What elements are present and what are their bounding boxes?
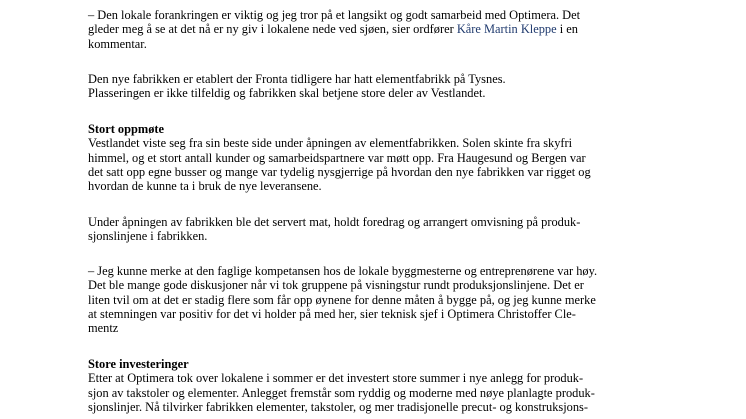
text-line: Etter at Optimera tok over lokalene i sommer er det investert store summer i nye anlegg for produk- [88, 371, 584, 386]
text-line: det satt opp egne busser og mange var tydelig nysgjerrige på hvordan den nye fabrikken var rigget og [88, 164, 591, 179]
section-stort-oppmote [88, 122, 728, 193]
text-line: sjonslinjene i fabrikken. [88, 229, 208, 244]
text-line: mentz [88, 321, 119, 336]
text-line: hvordan de kunne ta i bruk de nye leveransene. [88, 179, 322, 194]
text-segment: gleder meg å se at det nå er ny giv i lokalene nede ved sjøen, sier ordfører [88, 22, 457, 37]
text-line: sjon av takstoler og elementer. Anlegget fremstår som ryddig og moderne med nøye planlagte produk- [88, 385, 595, 400]
text-line: – Jeg kunne merke at den faglige kompetansen hos de lokale byggmesterne og entreprenørene var høy. [88, 264, 598, 278]
text-line: himmel, og et stort antall kunder og samarbeidspartnere var møtt opp. Fra Haugesund og Bergen var [88, 150, 586, 165]
text-line: at stemningen var positiv for det vi holder på med her, sier teknisk sjef i Optimera Christoffer Cle- [88, 306, 576, 321]
text-segment: i en [556, 22, 578, 37]
paragraph-quote-mayor [88, 8, 728, 51]
section-heading: Stort oppmøte [88, 122, 165, 136]
text-line: kommentar. [88, 36, 147, 51]
text-line: Vestlandet viste seg fra sin beste side under åpningen av elementfabrikken. Solen skinte fra skyfri [88, 136, 573, 151]
paragraph-opening-event [88, 215, 728, 244]
mayor-name-link[interactable]: Kåre Martin Kleppe [456, 22, 557, 37]
section-store-investeringer [88, 357, 728, 414]
text-line: liten tvil om at det er stadig flere som får opp øynene for denne måten å bygge på, og jeg kunne merke [88, 292, 596, 307]
text-line: – Den lokale forankringen er viktig og jeg tror på et langsikt og godt samarbeid med Optimera. Det [88, 8, 581, 22]
text-line: Under åpningen av fabrikken ble det servert mat, holdt foredrag og arrangert omvisning på produk- [88, 215, 581, 229]
text-line [88, 22, 728, 36]
text-line: Plasseringen er ikke tilfeldig og fabrikken skal betjene store deler av Vestlandet. [88, 86, 486, 101]
paragraph-factory-location [88, 72, 728, 101]
paragraph-quote-technical-chief [88, 264, 728, 335]
text-line: Den nye fabrikken er etablert der Fronta tidligere har hatt elementfabrikk på Tysnes. [88, 72, 506, 86]
text-line: Det ble mange gode diskusjoner når vi tok gruppene på visningstur rundt produksjonslinjene. Det er [88, 278, 584, 293]
section-heading: Store investeringer [88, 357, 189, 371]
text-line: sjonslinjer. Nå tilvirker fabrikken elementer, takstoler, og mer tradisjonelle precut- og konstruksjons- [88, 399, 589, 414]
